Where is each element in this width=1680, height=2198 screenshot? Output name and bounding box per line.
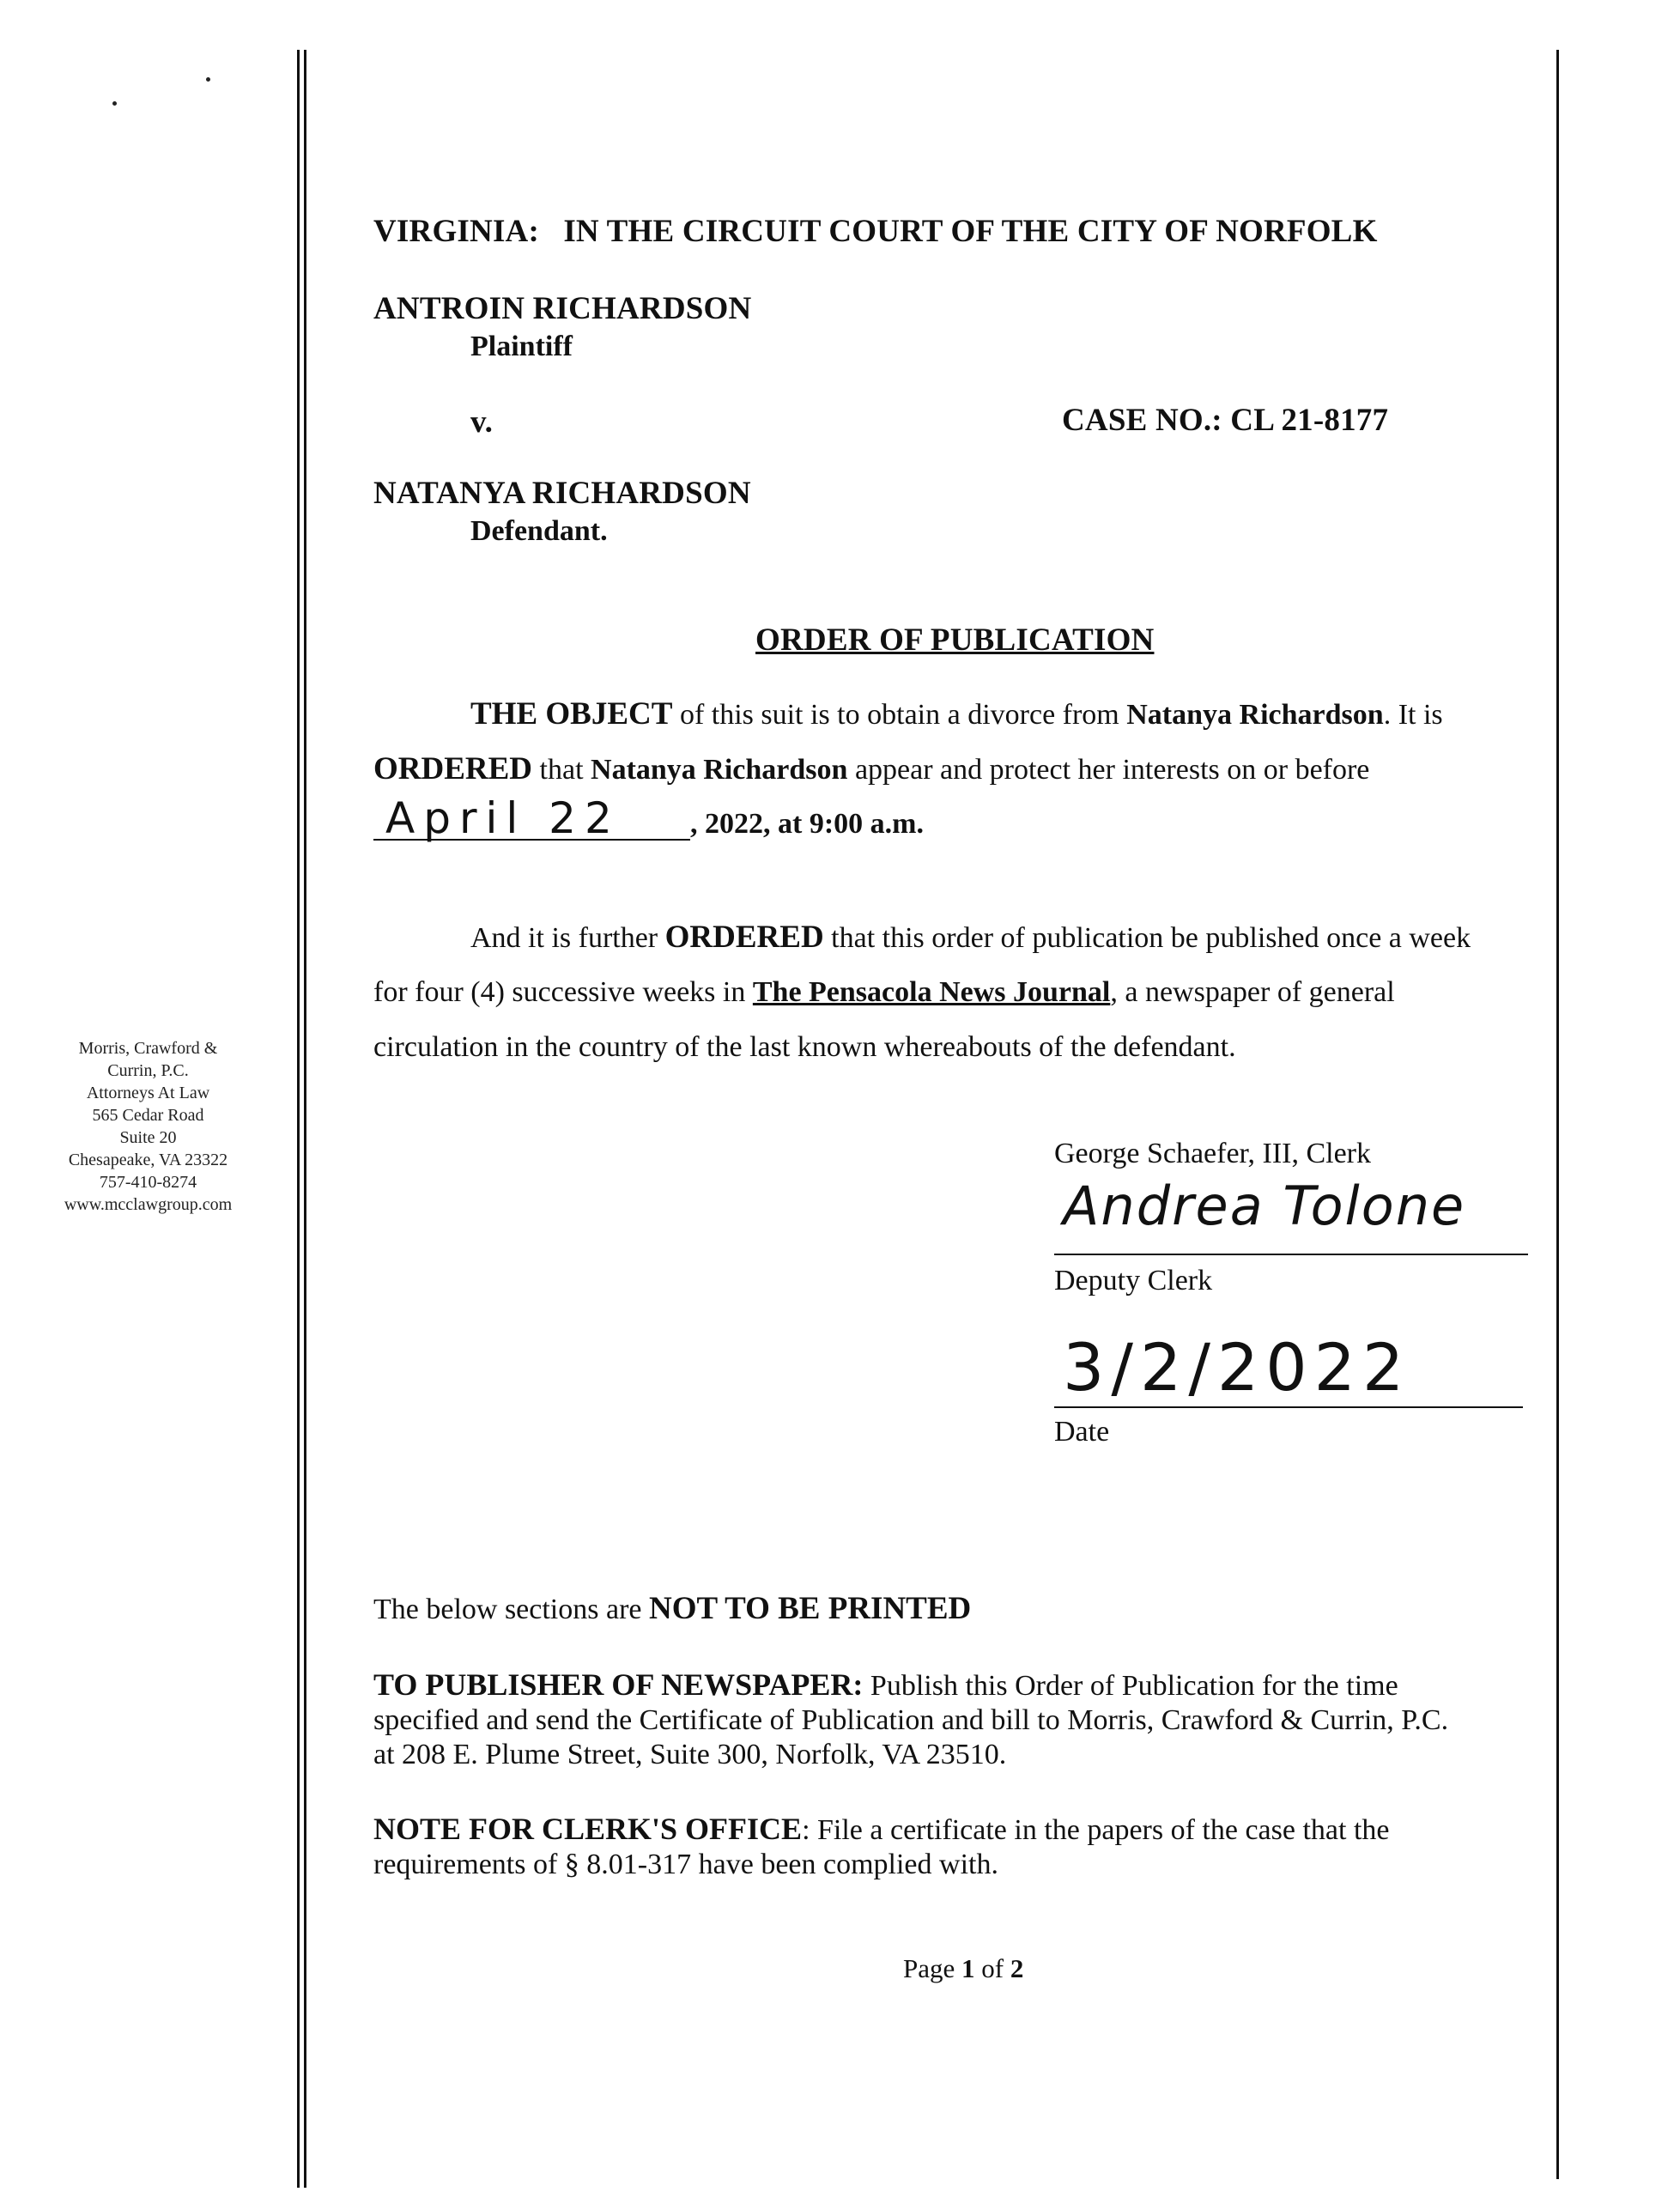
clerk-name: George Schaefer, III, Clerk xyxy=(1054,1138,1372,1169)
court-heading: VIRGINIA: IN THE CIRCUIT COURT OF THE CITY OF NORFOLK xyxy=(373,214,1378,249)
publisher-instructions xyxy=(373,1667,1448,1772)
clerk-note-line-2: requirements of § 8.01-317 have been complied with. xyxy=(373,1849,998,1880)
deputy-clerk-label: Deputy Clerk xyxy=(1054,1265,1213,1296)
publisher-line-2: specified and send the Certificate of Publication and bill to Morris, Crawford & Currin, P.C. xyxy=(373,1704,1449,1736)
clerk-note-line-1 xyxy=(373,1812,1389,1848)
handwritten-signing-date: 3/2/2022 xyxy=(1063,1329,1411,1406)
clerk-note-label: NOTE FOR CLERK'S OFFICE xyxy=(373,1812,803,1846)
text: , 2022, at xyxy=(690,808,810,840)
defendant-name-inline: Natanya Richardson xyxy=(1126,699,1384,731)
publisher-line-3: at 208 E. Plume Street, Suite 300, Norfolk, VA 23510. xyxy=(373,1739,1007,1770)
versus: v. xyxy=(470,404,494,440)
text: of xyxy=(974,1953,1010,1983)
left-margin-rule xyxy=(304,50,306,2188)
text: : File a certificate in the papers of the case that the xyxy=(802,1814,1390,1846)
text: Page xyxy=(903,1953,962,1983)
order-paragraph-1-line-2 xyxy=(373,742,1369,798)
left-margin-rule xyxy=(297,50,300,2188)
firm-website: www.mcclawgroup.com xyxy=(64,1195,233,1214)
order-paragraph-1-line-3 xyxy=(373,793,924,852)
notice-bold: NOT TO BE PRINTED xyxy=(649,1591,972,1626)
page-current: 1 xyxy=(961,1953,975,1983)
order-paragraph-2-line-2 xyxy=(373,965,1395,1020)
firm-line: 565 Cedar Road xyxy=(92,1106,204,1125)
publisher-label: TO PUBLISHER OF NEWSPAPER: xyxy=(373,1667,864,1702)
firm-line: Attorneys At Law xyxy=(86,1084,210,1102)
date-line xyxy=(1054,1406,1523,1408)
ordered-label: ORDERED xyxy=(664,920,824,955)
ordered-label: ORDERED xyxy=(373,751,533,786)
order-paragraph-2-line-1 xyxy=(470,910,1471,966)
firm-line: Suite 20 xyxy=(119,1128,177,1147)
text: . It is xyxy=(1383,699,1443,731)
text: , a newspaper of general xyxy=(1110,976,1395,1008)
text: for four (4) successive weeks in xyxy=(373,976,753,1008)
text: And it is further xyxy=(470,922,665,954)
scan-speck xyxy=(112,101,117,106)
defendant-label: Defendant. xyxy=(470,515,608,547)
firm-line: 757-410-8274 xyxy=(99,1173,197,1192)
firm-line: Chesapeake, VA 23322 xyxy=(68,1151,228,1169)
newspaper-name: The Pensacola News Journal xyxy=(752,976,1111,1008)
page-total: 2 xyxy=(1010,1953,1024,1983)
handwritten-hearing-date: April 22 xyxy=(373,798,690,841)
defendant-name: NATANYA RICHARDSON xyxy=(373,476,751,511)
text: that this order of publication be published once a week xyxy=(823,922,1471,954)
text: The below sections are xyxy=(373,1594,649,1625)
right-margin-rule xyxy=(1556,50,1559,2179)
plaintiff-name: ANTROIN RICHARDSON xyxy=(373,291,752,326)
text: appear and protect her interests on or before xyxy=(847,754,1370,786)
firm-line: Morris, Crawford & xyxy=(78,1039,218,1058)
deputy-clerk-signature: Andrea Tolone xyxy=(1063,1175,1466,1237)
text: that xyxy=(532,754,591,786)
firm-line: Currin, P.C. xyxy=(107,1061,189,1080)
text: of this suit is to obtain a divorce from xyxy=(672,699,1127,731)
law-firm-block xyxy=(34,1037,262,1216)
page-number xyxy=(903,1953,1023,1984)
scan-speck xyxy=(206,77,210,82)
object-label: THE OBJECT xyxy=(470,696,673,732)
not-printed-notice xyxy=(373,1582,971,1637)
hearing-time: 9:00 a.m. xyxy=(809,808,924,840)
date-label: Date xyxy=(1054,1416,1110,1448)
case-number: CASE NO.: CL 21-8177 xyxy=(1062,403,1389,438)
defendant-name-inline: Natanya Richardson xyxy=(591,754,848,786)
order-paragraph-1-line-1 xyxy=(470,687,1443,743)
order-paragraph-2-line-3: circulation in the country of the last known whereabouts of the defendant. xyxy=(373,1031,1236,1063)
clerk-office-note xyxy=(373,1812,1389,1882)
document-title: ORDER OF PUBLICATION xyxy=(755,622,1155,658)
text: Publish this Order of Publication for the time xyxy=(863,1670,1398,1702)
plaintiff-label: Plaintiff xyxy=(470,331,573,362)
publisher-line-1 xyxy=(373,1667,1448,1703)
